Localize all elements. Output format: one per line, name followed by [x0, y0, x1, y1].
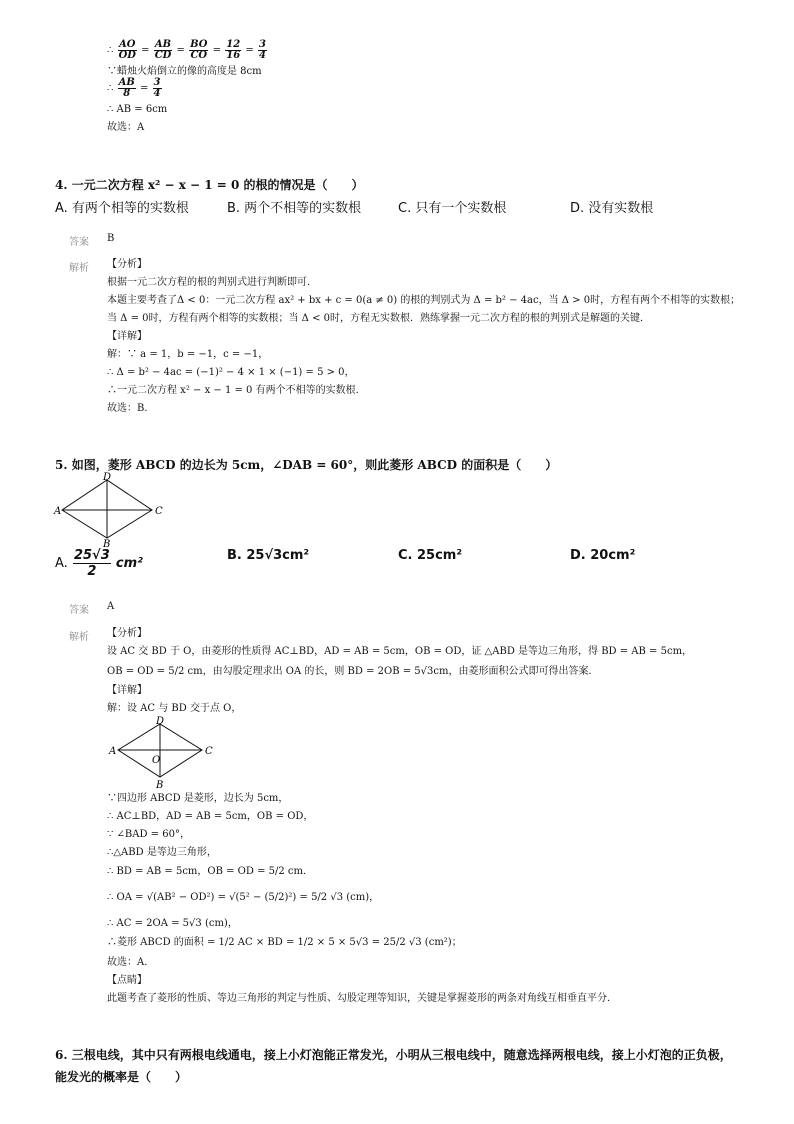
- fraction-ab-cd: $\frac{AB}{CD}$: [154, 39, 172, 61]
- q4-option-b: B. 两个不相等的实数根: [227, 201, 362, 216]
- label-o: O: [152, 755, 161, 766]
- q5-step-3: ∵ ∠BAD = 60°，: [107, 829, 190, 840]
- label-b-2: B: [156, 780, 164, 791]
- q5-answer-value: A: [107, 601, 115, 612]
- option-a-fraction: $\frac{25√3}{2}$: [73, 548, 110, 579]
- label-b: B: [103, 539, 111, 548]
- q5-analysis-3: OB = OD = 5/2 cm，由勾股定理求出 OA 的长，则 BD = 2OB = 5√3cm，由菱形面积公式即可得出答案．: [107, 666, 599, 677]
- q4-analysis-line-2: 根据一元二次方程的根的判别式进行判断即可.: [107, 277, 311, 288]
- top-choice-line: 故选：A: [107, 122, 145, 133]
- q4-question: 4. 一元二次方程 x² − x − 1 = 0 的根的情况是（ ）: [55, 178, 364, 192]
- fraction-3-4: $\frac{3}{4}$: [258, 39, 266, 61]
- q5-step-7: ∴ AC = 2OA = 5√3 (cm)，: [107, 918, 238, 929]
- q5-analysis-4: 【详解】: [107, 685, 147, 696]
- label-d: D: [103, 472, 112, 483]
- fraction-bo-co: $\frac{BO}{CO}$: [190, 39, 208, 61]
- q5-step-9: 故选：A．: [107, 957, 155, 968]
- therefore-symbol: ∴: [107, 45, 114, 56]
- fraction-3-4b: $\frac{3}{4}$: [153, 77, 161, 99]
- q5-step-11: 此题考查了菱形的性质、等边三角形的判定与性质、勾股定理等知识，关键是掌握菱形的两条对角线互相垂直平分．: [107, 993, 617, 1004]
- top-equation-line: ∴ $\frac{AO}{OD}$ = $\frac{AB}{CD}$ = $\frac{BO}{CO}$ = $\frac{12}{16}$ = $\frac{3}{4}$: [107, 39, 266, 61]
- rhombus-figure-detail: [104, 716, 216, 792]
- label-c: C: [155, 506, 163, 517]
- fraction-ao-od: $\frac{AO}{OD}$: [118, 39, 136, 61]
- top-line-candle: ∵蜡烛火焰倒立的像的高度是 8cm: [107, 66, 262, 77]
- q5-analysis-1: 【分析】: [107, 628, 147, 639]
- q5-option-b: B. 25√3cm²: [227, 548, 310, 563]
- q5-step-8: ∴菱形 ABCD 的面积 = 1/2 AC × BD = 1/2 × 5 × 5√3 = 25/2 √3 (cm²)；: [107, 937, 462, 948]
- q4-option-d: D. 没有实数根: [570, 201, 654, 216]
- q6-question-line-1: 6. 三根电线，其中只有两根电线通电，接上小灯泡能正常发光，小明从三根电线中，随意选择两根电线，接上小灯泡的正负极，: [55, 1048, 732, 1062]
- q5-option-a: A. $\frac{25√3}{2}$ cm²: [55, 548, 143, 579]
- rhombus-figure: [52, 472, 164, 548]
- q5-answer-label: 答案: [69, 605, 89, 616]
- q5-step-10: 【点睛】: [107, 975, 147, 986]
- q4-analysis-line-7: ∴ Δ = b² − 4ac = (−1)² − 4 × 1 × (−1) = 5 > 0，: [107, 367, 355, 378]
- label-c-2: C: [205, 746, 213, 757]
- q4-analysis-line-4: 当 Δ = 0时，方程有两个相等的实数根；当 Δ < 0时，方程无实数根．熟练掌握一元二次方程的根的判别式是解题的关键．: [107, 313, 650, 324]
- q4-analysis-line-8: ∴一元二次方程 x² − x − 1 = 0 有两个不相等的实数根．: [107, 385, 366, 396]
- q5-analysis-5: 解：设 AC 与 BD 交于点 O，: [107, 703, 242, 714]
- q4-analysis-line-1: 【分析】: [107, 259, 147, 270]
- q4-analysis-line-6: 解：∵ a = 1，b = −1，c = −1，: [107, 349, 269, 360]
- fraction-12-16: $\frac{12}{16}$: [226, 39, 241, 61]
- top-result-line: ∴ AB = 6cm: [107, 104, 168, 115]
- q5-step-4: ∴△ABD 是等边三角形，: [107, 847, 217, 858]
- q4-option-a: A. 有两个相等的实数根: [55, 201, 189, 216]
- q4-answer-value: B: [107, 233, 115, 244]
- q4-analysis-line-3: 本题主要考查了Δ < 0：一元二次方程 ax² + bx + c = 0(a ≠ 0) 的根的判别式为 Δ = b² − 4ac，当 Δ > 0时，方程有两个不相等的实数根；: [107, 295, 741, 306]
- label-d-2: D: [156, 716, 165, 727]
- q5-analysis-label: 解析: [69, 632, 89, 643]
- q4-option-c: C. 只有一个实数根: [398, 201, 507, 216]
- q5-step-6: ∴ OA = √(AB² − OD²) = √(5² − (5/2)²) = 5/2 √3 (cm)，: [107, 892, 380, 903]
- q5-question: 5. 如图，菱形 ABCD 的边长为 5cm，∠DAB = 60°，则此菱形 ABCD 的面积是（ ）: [55, 458, 558, 472]
- q5-step-5: ∴ BD = AB = 5cm，OB = OD = 5/2 cm．: [107, 866, 313, 877]
- top-ab-fraction-line: ∴ $\frac{AB}{8}$ = $\frac{3}{4}$: [107, 77, 161, 99]
- q5-step-2: ∴ AC⊥BD，AD = AB = 5cm，OB = OD，: [107, 811, 314, 822]
- q6-question-line-2: 能发光的概率是（ ）: [55, 1070, 188, 1084]
- label-a: A: [54, 506, 62, 517]
- q4-analysis-line-5: 【详解】: [107, 331, 147, 342]
- fraction-ab-8: $\frac{AB}{8}$: [118, 77, 135, 99]
- q4-analysis-line-9: 故选：B.: [107, 403, 148, 414]
- q5-option-d: D. 20cm²: [570, 548, 636, 563]
- q5-analysis-2: 设 AC 交 BD 于 O，由菱形的性质得 AC⊥BD，AD = AB = 5cm，OB = OD，证 △ABD 是等边三角形，得 BD = AB = 5cm，: [107, 646, 693, 657]
- label-a-2: A: [109, 746, 117, 757]
- q5-step-1: ∵四边形 ABCD 是菱形，边长为 5cm，: [107, 793, 289, 804]
- q4-analysis-label: 解析: [69, 263, 89, 274]
- q5-option-c: C. 25cm²: [398, 548, 463, 563]
- q4-answer-label: 答案: [69, 237, 89, 248]
